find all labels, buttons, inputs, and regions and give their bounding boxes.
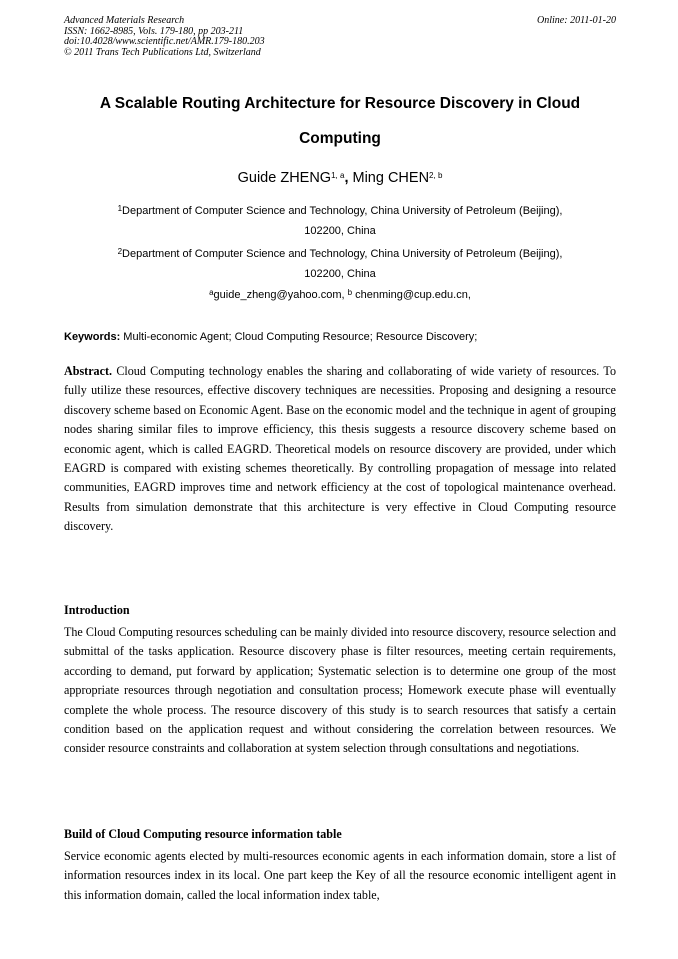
title-line-2: Computing (299, 130, 381, 147)
email-b-sup: b (347, 288, 353, 297)
journal-name: Advanced Materials Research (64, 15, 185, 26)
abstract-label: Abstract. (64, 364, 113, 378)
title-line-1: A Scalable Routing Architecture for Resource Discovery in Cloud (99, 95, 581, 112)
author-list (64, 164, 616, 192)
introduction-paragraph: The Cloud Computing resources scheduling can be mainly divided into resource discovery, resource selection and submittal of the tasks application. Resource discovery phase is filter resources, meeting certain requirements, according to demand, put forward by application; Systematic selection is to determine one group of the most appropriate resources through negotiation and consultation process; Homework execute phase will eventually complete the whole process. The resource discovery of this study is to search resources that satisfy a certain condition based on the application request and without considering the correlation between resources. We consider resource constraints and collaboration at system selection through consultations and negotiations. (64, 625, 616, 756)
keywords-text: Multi-economic Agent; Cloud Computing Resource; Resource Discovery; (120, 331, 478, 343)
abstract-paragraph (64, 362, 616, 537)
affiliation-2-sup: 2 (117, 247, 123, 256)
email-b[interactable]: chenming@cup.edu.cn, (355, 289, 471, 301)
keywords-line (64, 328, 616, 346)
paper-title (64, 86, 616, 156)
affiliation-1-line-2: 102200, China (304, 225, 376, 237)
email-a-sup: a (209, 288, 214, 297)
affiliation-2-line-1: Department of Computer Science and Technology, China University of Petroleum (Beijing), (122, 248, 563, 260)
affiliation-1 (64, 201, 616, 241)
affiliation-1-line-1: Department of Computer Science and Technology, China University of Petroleum (Beijing), (122, 205, 563, 217)
online-date: Online: 2011-01-20 (537, 15, 616, 26)
build-section-paragraph: Service economic agents elected by multi-resources economic agents in each information domain, store a list of information resources index in its local. One part keep the Key of all the resource economic intelligent agent in this information domain, called the local information index table, (64, 849, 616, 902)
introduction-heading: Introduction (64, 603, 130, 617)
affiliation-2 (64, 244, 616, 284)
abstract-text: Cloud Computing technology enables the sharing and collaborating of wide variety of resources. To fully utilize these resources, effective discovery techniques are necessities. Proposing and designing a resource discovery scheme based on Economic Agent. Base on the economic model and the technique in agent of grouping nodes sharing similar files to improve efficiency, this thesis suggests a resource discovery scheme based on economic agent, which is called EAGRD. Theoretical models on resource discovery are provided, under which EAGRD is compared with existing schemes theoretically. By controlling propagation of message into related communities, EAGRD improves time and network efficiency at the cost of topological maintenance overhead. Results from simulation demonstrate that this architecture is very effective in Cloud Computing resource discovery. (64, 364, 616, 534)
copyright-line: © 2011 Trans Tech Publications Ltd, Switzerland (64, 46, 261, 58)
build-section-heading: Build of Cloud Computing resource information table (64, 827, 342, 841)
affiliation-2-line-2: 102200, China (304, 268, 376, 280)
author-1-sup: 1, a (331, 171, 345, 180)
author-2-sup: 2, b (429, 171, 443, 180)
journal-header (64, 16, 616, 58)
issn-line: ISSN: 1662-8985, Vols. 179-180, pp 203-211 (64, 25, 244, 37)
author-separator: , (344, 170, 349, 186)
affiliation-1-sup: 1 (117, 204, 123, 213)
author-1-name: Guide ZHENG (237, 170, 332, 186)
doi-line: doi:10.4028/www.scientific.net/AMR.179-180.203 (64, 36, 265, 47)
keywords-label: Keywords: (64, 331, 121, 343)
email-a[interactable]: guide_zheng@yahoo.com, (213, 289, 345, 301)
author-emails (64, 285, 616, 305)
author-2-name: Ming CHEN (348, 170, 430, 186)
